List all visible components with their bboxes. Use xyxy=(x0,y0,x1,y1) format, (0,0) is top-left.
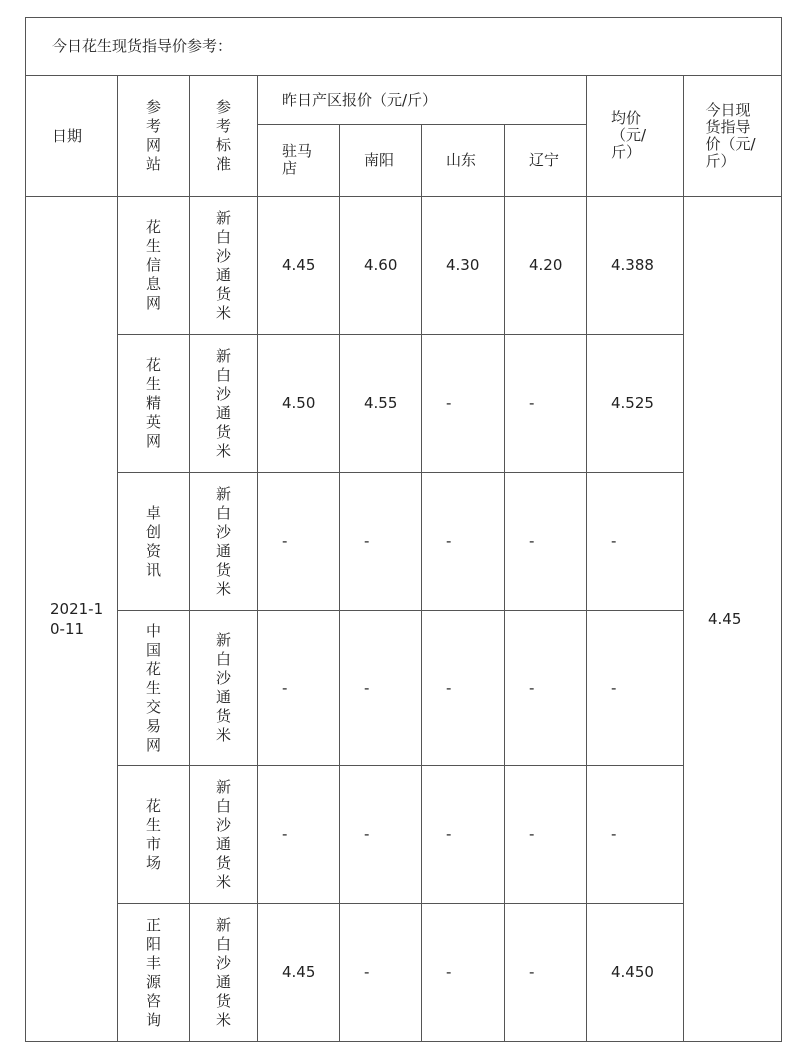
header-yesterday-group: 昨日产区报价（元/斤） xyxy=(258,76,587,125)
price-nanyang: - xyxy=(340,766,422,904)
table-row xyxy=(26,904,782,1042)
standard-name: 新白沙通货米 xyxy=(215,208,231,322)
price-zhumadian: - xyxy=(258,766,340,904)
price-shandong: 4.30 xyxy=(422,197,505,335)
standard-cell xyxy=(190,335,258,473)
price-nanyang: 4.60 xyxy=(340,197,422,335)
header-date: 日期 xyxy=(26,76,118,197)
site-name: 花生信息网 xyxy=(145,218,161,312)
site-cell xyxy=(118,904,190,1042)
header-standard xyxy=(190,76,258,197)
caption-row xyxy=(26,18,782,76)
header-standard-label: 参考标准 xyxy=(215,98,231,173)
header-site xyxy=(118,76,190,197)
standard-name: 新白沙通货米 xyxy=(215,631,231,744)
site-name: 花生市场 xyxy=(145,796,161,872)
site-cell xyxy=(118,197,190,335)
standard-name: 新白沙通货米 xyxy=(215,777,231,891)
price-shandong: - xyxy=(422,611,505,766)
standard-cell xyxy=(190,473,258,611)
price-zhumadian: - xyxy=(258,611,340,766)
price-shandong: - xyxy=(422,766,505,904)
price-zhumadian: 4.45 xyxy=(258,904,340,1042)
price-zhumadian: - xyxy=(258,473,340,611)
header-row-1 xyxy=(26,76,782,125)
site-name: 中国花生交易网 xyxy=(145,621,161,754)
table-row xyxy=(26,473,782,611)
price-sheet xyxy=(25,17,781,1042)
price-zhumadian: 4.45 xyxy=(258,197,340,335)
standard-cell xyxy=(190,766,258,904)
price-shandong: - xyxy=(422,473,505,611)
standard-cell xyxy=(190,611,258,766)
header-site-label: 参考网站 xyxy=(145,98,161,173)
standard-name: 新白沙通货米 xyxy=(215,915,231,1029)
table-row xyxy=(26,197,782,335)
guide-price: 4.45 xyxy=(684,197,782,1042)
standard-name: 新白沙通货米 xyxy=(215,484,231,598)
price-avg: - xyxy=(587,473,684,611)
header-region-liaoning: 辽宁 xyxy=(505,125,587,197)
table-row xyxy=(26,766,782,904)
site-cell xyxy=(118,473,190,611)
table-row xyxy=(26,335,782,473)
header-region-nanyang: 南阳 xyxy=(340,125,422,197)
header-region-shandong: 山东 xyxy=(422,125,505,197)
header-avg-label: 均价（元/斤） xyxy=(611,109,647,161)
price-table xyxy=(25,17,782,1042)
price-shandong: - xyxy=(422,335,505,473)
price-shandong: - xyxy=(422,904,505,1042)
header-region-zhumadian-label: 驻马店 xyxy=(282,142,313,178)
price-avg: 4.525 xyxy=(587,335,684,473)
header-guide-label: 今日现货指导价（元/斤） xyxy=(705,100,756,170)
header-avg xyxy=(587,76,684,197)
site-cell xyxy=(118,611,190,766)
price-nanyang: - xyxy=(340,611,422,766)
site-name: 正阳丰源咨询 xyxy=(145,915,161,1029)
standard-name: 新白沙通货米 xyxy=(215,346,231,460)
site-name: 卓创资讯 xyxy=(145,503,161,579)
price-nanyang: - xyxy=(340,473,422,611)
price-liaoning: - xyxy=(505,904,587,1042)
price-avg: 4.450 xyxy=(587,904,684,1042)
price-liaoning: 4.20 xyxy=(505,197,587,335)
date-value: 2021-10-11 xyxy=(50,600,104,638)
standard-cell xyxy=(190,904,258,1042)
site-name: 花生精英网 xyxy=(145,356,161,450)
header-guide xyxy=(684,76,782,197)
date-cell xyxy=(26,197,118,1042)
table-caption: 今日花生现货指导价参考： xyxy=(26,18,782,76)
price-liaoning: - xyxy=(505,766,587,904)
table-row xyxy=(26,611,782,766)
price-avg: 4.388 xyxy=(587,197,684,335)
price-liaoning: - xyxy=(505,335,587,473)
header-region-zhumadian xyxy=(258,125,340,197)
price-nanyang: 4.55 xyxy=(340,335,422,473)
standard-cell xyxy=(190,197,258,335)
price-nanyang: - xyxy=(340,904,422,1042)
price-avg: - xyxy=(587,766,684,904)
price-avg: - xyxy=(587,611,684,766)
price-liaoning: - xyxy=(505,611,587,766)
site-cell xyxy=(118,766,190,904)
price-zhumadian: 4.50 xyxy=(258,335,340,473)
site-cell xyxy=(118,335,190,473)
price-liaoning: - xyxy=(505,473,587,611)
